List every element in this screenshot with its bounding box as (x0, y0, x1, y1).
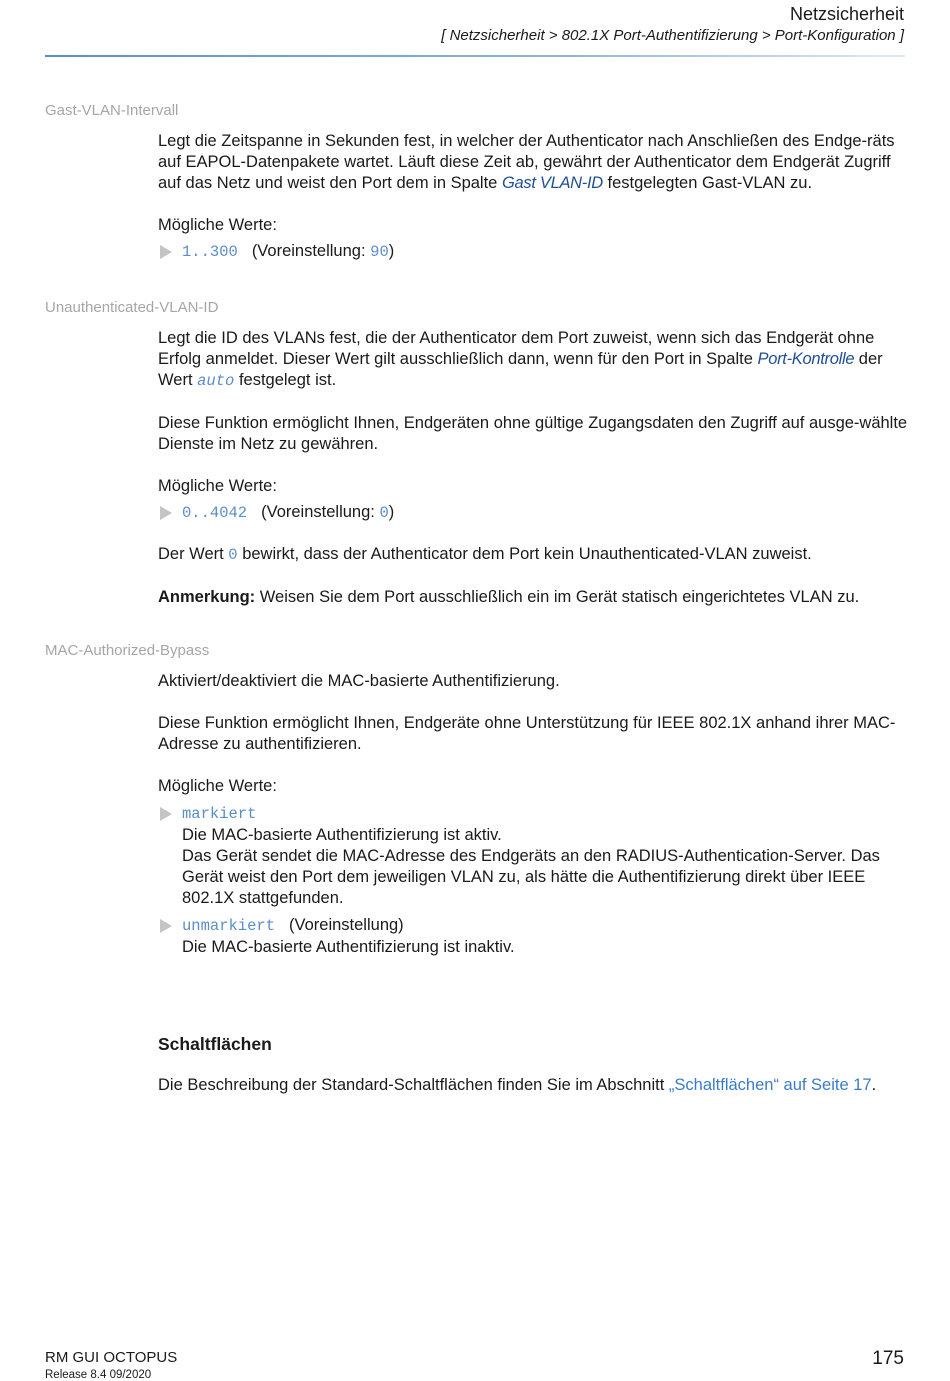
footer-release: Release 8.4 09/2020 (45, 1369, 152, 1381)
value-item (158, 241, 910, 263)
default-label: (Voreinstellung: (251, 242, 366, 260)
default-label: (Voreinstellung) (289, 916, 404, 934)
value-item-unmarked (158, 915, 910, 958)
description-paragraph (158, 328, 910, 392)
section-buttons (158, 1034, 910, 1096)
description-text: . (871, 1076, 877, 1094)
description-text: festgelegt ist. (238, 371, 337, 389)
description-text: Legt die ID des VLANs fest, die der Authenticator dem Port zuweist, wenn sich das Endgerät ohne Erfolg anmeldet. Dieser Wert gilt ausschließlich dann, wenn für den Port in Spalte (158, 329, 875, 368)
note-text: Weisen Sie dem Port ausschließlich ein im Gerät statisch eingerichtetes VLAN zu. (259, 588, 860, 606)
description-paragraph: Aktiviert/deaktiviert die MAC-basierte Authentifizierung. (158, 672, 560, 690)
triangle-bullet-icon (160, 919, 172, 933)
triangle-bullet-icon (160, 506, 172, 520)
default-label: (Voreinstellung: (261, 503, 375, 521)
zero-value: 0 (228, 546, 238, 564)
value-item (158, 502, 910, 524)
section-body-unauthenticated-vlan-id (158, 328, 910, 608)
value-auto: auto (197, 372, 235, 390)
possible-values-label: Mögliche Werte: (158, 477, 277, 495)
page-title: Netzsicherheit (789, 4, 904, 24)
default-suffix: ) (388, 242, 395, 260)
value-description: Das Gerät sendet die MAC-Adresse des Endgeräts an den RADIUS-Authentication-Server. Das Gerät weist den Port dem jeweiligen VLAN zu, als hätte die Authentifizierung direkt über IEEE 802.1X stattgefunden. (182, 847, 880, 907)
value-item-marked (158, 803, 910, 909)
possible-values-label: Mögliche Werte: (158, 777, 277, 795)
description-text: Die Beschreibung der Standard-Schaltflächen finden Sie im Abschnitt (158, 1076, 665, 1094)
value-range: 1..300 (182, 243, 238, 261)
value-unmarked: unmarkiert (182, 917, 276, 935)
description-text: festgelegten Gast-VLAN zu. (607, 174, 813, 192)
description-paragraph (158, 1075, 910, 1096)
section-heading: Schaltflächen (158, 1034, 272, 1054)
description-text: der Wert (158, 350, 883, 389)
triangle-bullet-icon (160, 245, 172, 259)
description-paragraph (158, 131, 910, 194)
description-paragraph: Diese Funktion ermöglicht Ihnen, Endgeräten ohne gültige Zugangsdaten den Zugriff auf ausge-wählte Dienste im Netz zu gewähren. (158, 414, 908, 453)
value-description: Die MAC-basierte Authentifizierung ist aktiv. (182, 826, 502, 844)
section-body-guest-vlan-interval (158, 131, 910, 263)
possible-values-label: Mögliche Werte: (158, 216, 277, 234)
triangle-bullet-icon (160, 807, 172, 821)
section-label-mac-authorized-bypass: MAC-Authorized-Bypass (45, 642, 210, 659)
description-paragraph: Diese Funktion ermöglicht Ihnen, Endgeräte ohne Unterstützung für IEEE 802.1X anhand ihrer MAC-Adresse zu authentifizieren. (158, 714, 896, 753)
value-marked: markiert (182, 805, 257, 823)
section-label-unauthenticated-vlan-id: Unauthenticated-VLAN-ID (45, 299, 219, 316)
column-reference: Gast VLAN-ID (501, 174, 603, 192)
page-number: 175 (872, 1348, 904, 1369)
description-text: Legt die Zeitspanne in Sekunden fest, in welcher der Authenticator nach Anschließen des Endge-räts auf EAPOL-Datenpakete wartet. Läuft diese Zeit ab, gewährt der Authenticator dem Endgerät Zugriff auf das Netz und weist den Port dem in Spalte (158, 132, 895, 192)
footer-document-name: RM GUI OCTOPUS (45, 1349, 178, 1366)
value-range: 0..4042 (182, 504, 248, 522)
zero-value-paragraph (158, 544, 910, 566)
default-value: 90 (370, 243, 389, 261)
column-reference: Port-Kontrolle (757, 350, 855, 368)
default-suffix: ) (388, 503, 395, 521)
description-text: Der Wert (158, 545, 224, 563)
value-description: Die MAC-basierte Authentifizierung ist inaktiv. (182, 938, 515, 956)
section-body-mac-authorized-bypass (158, 671, 910, 958)
header-divider (45, 55, 905, 57)
cross-reference-link[interactable]: „Schaltflächen“ auf Seite 17 (668, 1076, 872, 1094)
note-paragraph (158, 587, 910, 608)
note-label: Anmerkung: (158, 588, 256, 606)
section-label-guest-vlan-interval: Gast-VLAN-Intervall (45, 102, 179, 119)
breadcrumb: [ Netzsicherheit > 802.1X Port-Authentifizierung > Port-Konfiguration ] (441, 27, 904, 44)
description-text: bewirkt, dass der Authenticator dem Port kein Unauthenticated-VLAN zuweist. (242, 545, 812, 563)
default-value: 0 (379, 504, 389, 522)
